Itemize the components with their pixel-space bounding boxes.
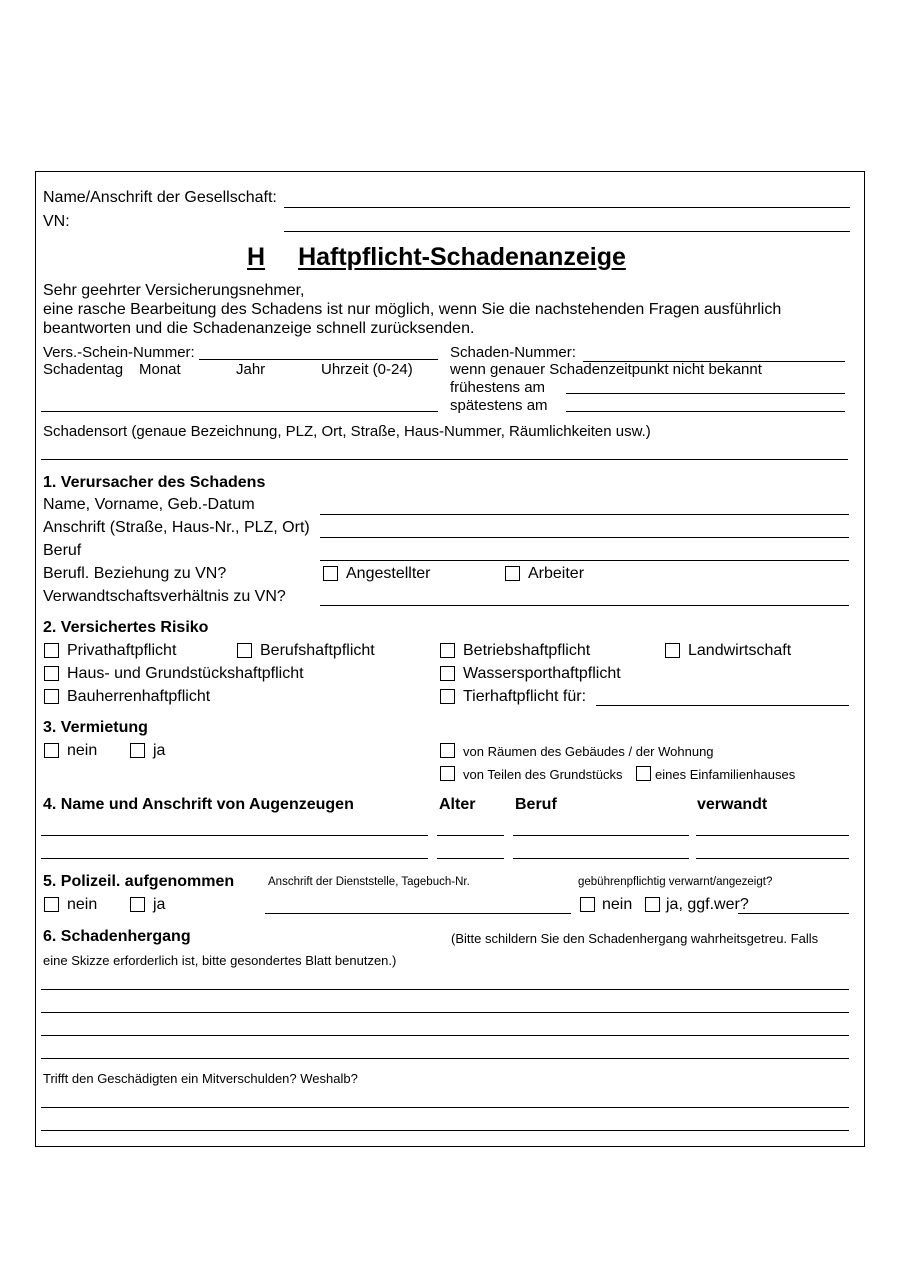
hergang-line-4[interactable]	[41, 1058, 849, 1059]
berufs-checkbox[interactable]	[237, 643, 252, 658]
verwandtschaft-label: Verwandtschaftsverhältnis zu VN?	[43, 588, 286, 605]
verwandt-header: verwandt	[697, 796, 768, 813]
tier-checkbox[interactable]	[440, 689, 455, 704]
haus-label: Haus- und Grundstückshaftpflicht	[67, 665, 304, 682]
gebuehr-wer-field[interactable]	[738, 913, 849, 914]
gebuehr-nein-label: nein	[602, 896, 633, 913]
hergang-note-2: eine Skizze erforderlich ist, bitte gesondertes Blatt benutzen.)	[43, 953, 397, 968]
hergang-note-1: (Bitte schildern Sie den Schadenhergang wahrheitsgetreu. Falls	[451, 931, 819, 946]
name-label: Name, Vorname, Geb.-Datum	[43, 496, 255, 513]
zeuge-1-name-field[interactable]	[41, 835, 428, 836]
anschrift-field[interactable]	[320, 537, 849, 538]
dienststelle-label: Anschrift der Dienststelle, Tagebuch-Nr.	[268, 876, 470, 888]
gebuehr-ja-checkbox[interactable]	[645, 897, 660, 912]
polizei-nein-label: nein	[67, 896, 98, 913]
zeuge-2-alter-field[interactable]	[437, 858, 504, 859]
jahr-label: Jahr	[236, 361, 266, 378]
verwandtschaft-field[interactable]	[320, 605, 849, 606]
tier-label: Tierhaftpflicht für:	[463, 688, 587, 705]
fruehestens-label: frühestens am	[450, 379, 546, 396]
section-6-heading: 6. Schadenhergang	[43, 928, 191, 945]
vermietung-nein-checkbox[interactable]	[44, 743, 59, 758]
angestellter-label: Angestellter	[346, 565, 431, 582]
angestellter-checkbox[interactable]	[323, 566, 338, 581]
hergang-line-1[interactable]	[41, 989, 849, 990]
hergang-line-2[interactable]	[41, 1012, 849, 1013]
zeuge-2-verwandt-field[interactable]	[696, 858, 849, 859]
monat-label: Monat	[139, 361, 181, 378]
arbeiter-label: Arbeiter	[528, 565, 585, 582]
schadensort-label: Schadensort (genaue Bezeichnung, PLZ, Ort, Straße, Haus-Nummer, Räumlichkeiten usw.)	[43, 423, 651, 440]
beruf-field[interactable]	[320, 560, 849, 561]
name-field[interactable]	[320, 514, 849, 515]
vn-field[interactable]	[284, 231, 850, 232]
section-4-heading: 4. Name und Anschrift von Augenzeugen	[43, 796, 354, 813]
zeuge-2-beruf-field[interactable]	[513, 858, 689, 859]
beruf-label: Beruf	[43, 542, 82, 559]
beruf-header: Beruf	[515, 796, 557, 813]
tier-field[interactable]	[596, 705, 849, 706]
mitverschulden-label: Trifft den Geschädigten ein Mitverschulden? Weshalb?	[43, 1071, 358, 1086]
dienststelle-field[interactable]	[265, 913, 571, 914]
schaden-nummer-label: Schaden-Nummer:	[450, 344, 576, 361]
intro-line-2: eine rasche Bearbeitung des Schadens ist nur möglich, wenn Sie die nachstehenden Fragen ausführlich	[43, 301, 782, 318]
schadentag-field[interactable]	[41, 411, 438, 412]
uhrzeit-label: Uhrzeit (0-24)	[321, 361, 413, 378]
bauherren-checkbox[interactable]	[44, 689, 59, 704]
raeume-checkbox[interactable]	[440, 743, 455, 758]
schadensort-field[interactable]	[41, 459, 848, 460]
teile-label: von Teilen des Grundstücks	[463, 767, 623, 782]
bauherren-label: Bauherrenhaftpflicht	[67, 688, 211, 705]
mitverschulden-line-1[interactable]	[41, 1107, 849, 1108]
wassersport-checkbox[interactable]	[440, 666, 455, 681]
company-label: Name/Anschrift der Gesellschaft:	[43, 189, 277, 206]
zeuge-2-name-field[interactable]	[41, 858, 428, 859]
teile-checkbox[interactable]	[440, 766, 455, 781]
privat-checkbox[interactable]	[44, 643, 59, 658]
privat-label: Privathaftpflicht	[67, 642, 177, 659]
arbeiter-checkbox[interactable]	[505, 566, 520, 581]
gebuehr-nein-checkbox[interactable]	[580, 897, 595, 912]
schadentag-label: Schadentag	[43, 361, 124, 378]
polizei-nein-checkbox[interactable]	[44, 897, 59, 912]
section-3-heading: 3. Vermietung	[43, 719, 148, 736]
landwirtschaft-label: Landwirtschaft	[688, 642, 792, 659]
efh-label: eines Einfamilienhauses	[655, 767, 796, 782]
raeume-label: von Räumen des Gebäudes / der Wohnung	[463, 744, 714, 759]
intro-line-3: beantworten und die Schadenanzeige schnell zurücksenden.	[43, 320, 475, 337]
zeuge-1-alter-field[interactable]	[437, 835, 504, 836]
anschrift-label: Anschrift (Straße, Haus-Nr., PLZ, Ort)	[43, 519, 310, 536]
section-2-heading: 2. Versichertes Risiko	[43, 619, 209, 636]
unknown-time-note: wenn genauer Schadenzeitpunkt nicht bekannt	[450, 361, 762, 378]
hergang-line-3[interactable]	[41, 1035, 849, 1036]
spaetestens-field[interactable]	[566, 411, 845, 412]
section-1-heading: 1. Verursacher des Schadens	[43, 474, 266, 491]
wassersport-label: Wassersporthaftpflicht	[463, 665, 621, 682]
betriebs-checkbox[interactable]	[440, 643, 455, 658]
gebuehr-label: gebührenpflichtig verwarnt/angezeigt?	[578, 876, 773, 888]
landwirtschaft-checkbox[interactable]	[665, 643, 680, 658]
title-text: Haftpflicht-Schadenanzeige	[298, 243, 626, 271]
section-5-heading: 5. Polizeil. aufgenommen	[43, 873, 235, 890]
vermietung-ja-label: ja	[153, 742, 166, 759]
vers-schein-field[interactable]	[199, 359, 438, 360]
intro-salutation: Sehr geehrter Versicherungsnehmer,	[43, 282, 305, 299]
polizei-ja-label: ja	[153, 896, 166, 913]
vers-schein-label: Vers.-Schein-Nummer:	[43, 344, 195, 361]
beziehung-label: Berufl. Beziehung zu VN?	[43, 565, 227, 582]
gebuehr-ja-label: ja, ggf.wer?	[666, 896, 749, 913]
berufs-label: Berufshaftpflicht	[260, 642, 375, 659]
betriebs-label: Betriebshaftpflicht	[463, 642, 591, 659]
spaetestens-label: spätestens am	[450, 397, 548, 414]
vermietung-nein-label: nein	[67, 742, 98, 759]
vn-label: VN:	[43, 213, 70, 230]
zeuge-1-verwandt-field[interactable]	[696, 835, 849, 836]
company-field[interactable]	[284, 207, 850, 208]
fruehestens-field[interactable]	[566, 393, 845, 394]
polizei-ja-checkbox[interactable]	[130, 897, 145, 912]
page-title	[247, 243, 626, 272]
alter-header: Alter	[439, 796, 476, 813]
zeuge-1-beruf-field[interactable]	[513, 835, 689, 836]
form-letter: H	[247, 243, 266, 271]
vermietung-ja-checkbox[interactable]	[130, 743, 145, 758]
efh-checkbox[interactable]	[636, 766, 651, 781]
haus-checkbox[interactable]	[44, 666, 59, 681]
mitverschulden-line-2[interactable]	[41, 1130, 849, 1131]
